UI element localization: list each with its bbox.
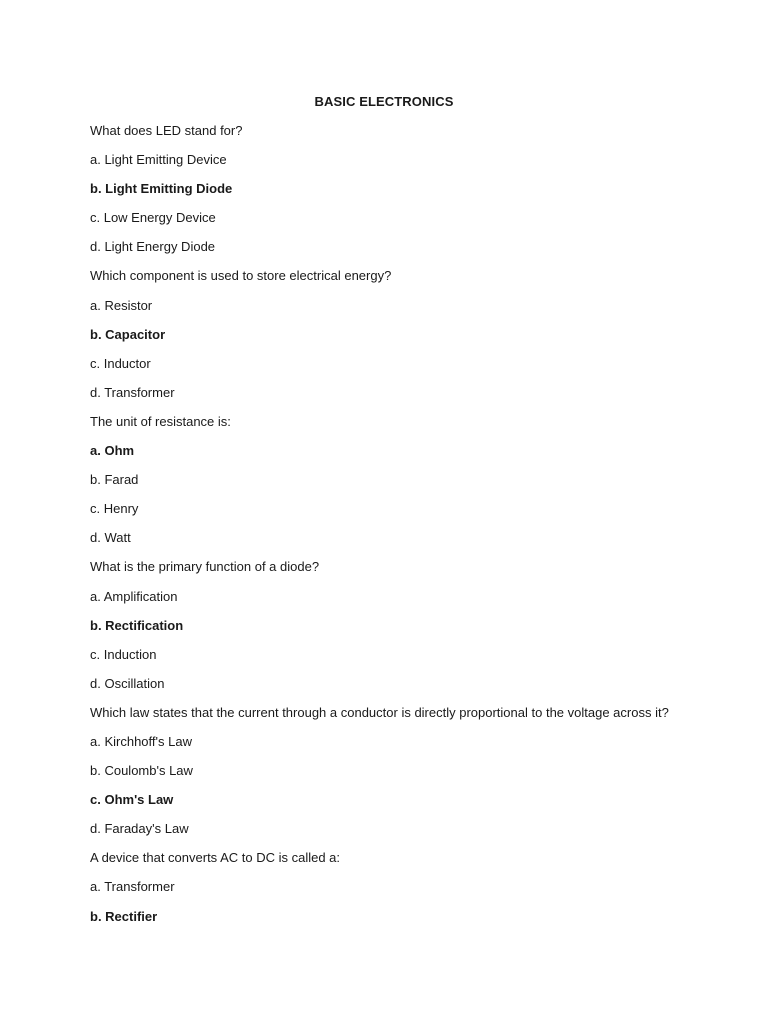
correct-answer-option: b. Rectification — [90, 617, 184, 633]
answer-option: d. Faraday's Law — [90, 821, 189, 837]
answer-option: d. Light Energy Diode — [90, 239, 216, 255]
answer-option: d. Watt — [90, 530, 131, 546]
answer-option: c. Inductor — [90, 355, 151, 371]
answer-option: d. Oscillation — [90, 675, 165, 691]
question-text: A device that converts AC to DC is called a: — [90, 850, 341, 866]
correct-answer-option: c. Ohm's Law — [90, 792, 174, 808]
correct-answer-option: a. Ohm — [90, 443, 135, 459]
question-text: Which law states that the current through a conductor is directly proportional to the voltage across it? — [90, 704, 669, 720]
answer-option: c. Low Energy Device — [90, 210, 216, 226]
answer-option: a. Transformer — [90, 879, 175, 895]
answer-option: a. Resistor — [90, 297, 153, 313]
question-text: What is the primary function of a diode? — [90, 559, 320, 575]
answer-option: b. Farad — [90, 472, 139, 488]
correct-answer-option: b. Light Emitting Diode — [90, 181, 233, 197]
answer-option: a. Amplification — [90, 588, 178, 604]
correct-answer-option: b. Rectifier — [90, 908, 158, 924]
answer-option: a. Light Emitting Device — [90, 152, 227, 168]
answer-option: d. Transformer — [90, 384, 175, 400]
correct-answer-option: b. Capacitor — [90, 326, 166, 342]
answer-option: a. Kirchhoff's Law — [90, 733, 192, 749]
question-list — [90, 122, 730, 937]
document-title: BASIC ELECTRONICS — [314, 94, 454, 109]
answer-option: c. Induction — [90, 646, 157, 662]
answer-option: c. Henry — [90, 501, 139, 517]
answer-option: b. Coulomb's Law — [90, 763, 193, 779]
question-text: The unit of resistance is: — [90, 413, 231, 429]
question-text: What does LED stand for? — [90, 123, 243, 138]
question-text: Which component is used to store electrical energy? — [90, 268, 392, 284]
